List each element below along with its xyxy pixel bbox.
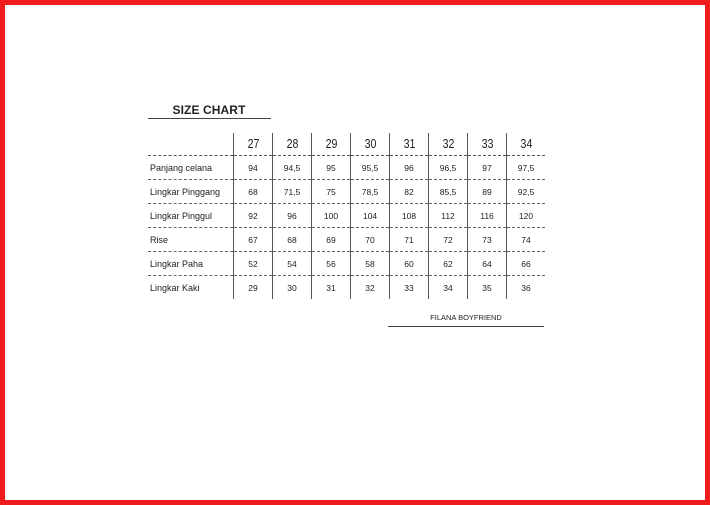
brand-underline [388, 326, 544, 327]
size-header-29: 29 [314, 133, 347, 156]
table-cell: 100 [312, 204, 351, 228]
table-cell: 72 [429, 228, 468, 252]
table-cell: 58 [351, 252, 390, 276]
table-cell: 35 [468, 276, 507, 300]
table-cell: 36 [507, 276, 546, 300]
row-label: Panjang celana [148, 156, 234, 180]
table-cell: 30 [273, 276, 312, 300]
table-cell: 92,5 [507, 180, 546, 204]
table-cell: 96 [390, 156, 429, 180]
table-cell: 52 [234, 252, 273, 276]
table-cell: 120 [507, 204, 546, 228]
row-label: Lingkar Kaki [150, 282, 200, 293]
size-header-28: 28 [275, 133, 308, 156]
table-cell: 92 [234, 204, 273, 228]
table-cell: 95 [312, 156, 351, 180]
table-cell: 69 [312, 228, 351, 252]
table-corner-cell [154, 133, 227, 156]
table-cell: 94 [234, 156, 273, 180]
table-cell: 96,5 [429, 156, 468, 180]
size-header-31: 31 [392, 133, 425, 156]
size-header-34: 34 [509, 133, 542, 156]
table-cell: 85,5 [429, 180, 468, 204]
table-cell: 60 [390, 252, 429, 276]
table-cell: 67 [234, 228, 273, 252]
size-header-30: 30 [353, 133, 386, 156]
table-cell: 54 [273, 252, 312, 276]
size-header-27: 27 [236, 133, 269, 156]
table-cell: 62 [429, 252, 468, 276]
table-cell: 75 [312, 180, 351, 204]
table-cell: 31 [312, 276, 351, 300]
table-row [148, 180, 545, 204]
table-cell: 97,5 [507, 156, 546, 180]
size-header-32: 32 [431, 133, 464, 156]
table-cell: 66 [507, 252, 546, 276]
table-row [148, 228, 545, 252]
size-chart-title: SIZE CHART [172, 103, 246, 117]
table-cell: 29 [234, 276, 273, 300]
table-cell: 70 [351, 228, 390, 252]
table-cell: 97 [468, 156, 507, 180]
table-cell: 89 [468, 180, 507, 204]
table-cell: 32 [351, 276, 390, 300]
table-header-row [148, 133, 545, 156]
table-cell: 104 [351, 204, 390, 228]
size-chart-table [148, 133, 545, 299]
table-cell: 78,5 [351, 180, 390, 204]
table-cell: 68 [234, 180, 273, 204]
table-row [148, 252, 545, 276]
size-header-33: 33 [470, 133, 503, 156]
table-cell: 34 [429, 276, 468, 300]
table-cell: 71 [390, 228, 429, 252]
table-row [148, 156, 545, 180]
table-cell: 96 [273, 204, 312, 228]
row-label: Lingkar Pinggul [148, 204, 234, 228]
row-label: Rise [148, 228, 234, 252]
table-cell: 64 [468, 252, 507, 276]
table-cell: 116 [468, 204, 507, 228]
row-label: Lingkar Paha [148, 252, 234, 276]
brand-caption: FILANA BOYFRIEND [430, 313, 502, 322]
table-cell: 71,5 [273, 180, 312, 204]
table-cell: 33 [390, 276, 429, 300]
table-cell: 68 [273, 228, 312, 252]
table-cell: 94,5 [273, 156, 312, 180]
table-row [148, 204, 545, 228]
table-cell: 108 [390, 204, 429, 228]
table-cell: 56 [312, 252, 351, 276]
table-cell: 82 [390, 180, 429, 204]
table-row [148, 276, 545, 300]
table-cell: 95,5 [351, 156, 390, 180]
table-cell: 73 [468, 228, 507, 252]
table-cell: 74 [507, 228, 546, 252]
table-cell: 112 [429, 204, 468, 228]
title-underline [148, 118, 271, 119]
row-label: Lingkar Pinggang [148, 180, 234, 204]
